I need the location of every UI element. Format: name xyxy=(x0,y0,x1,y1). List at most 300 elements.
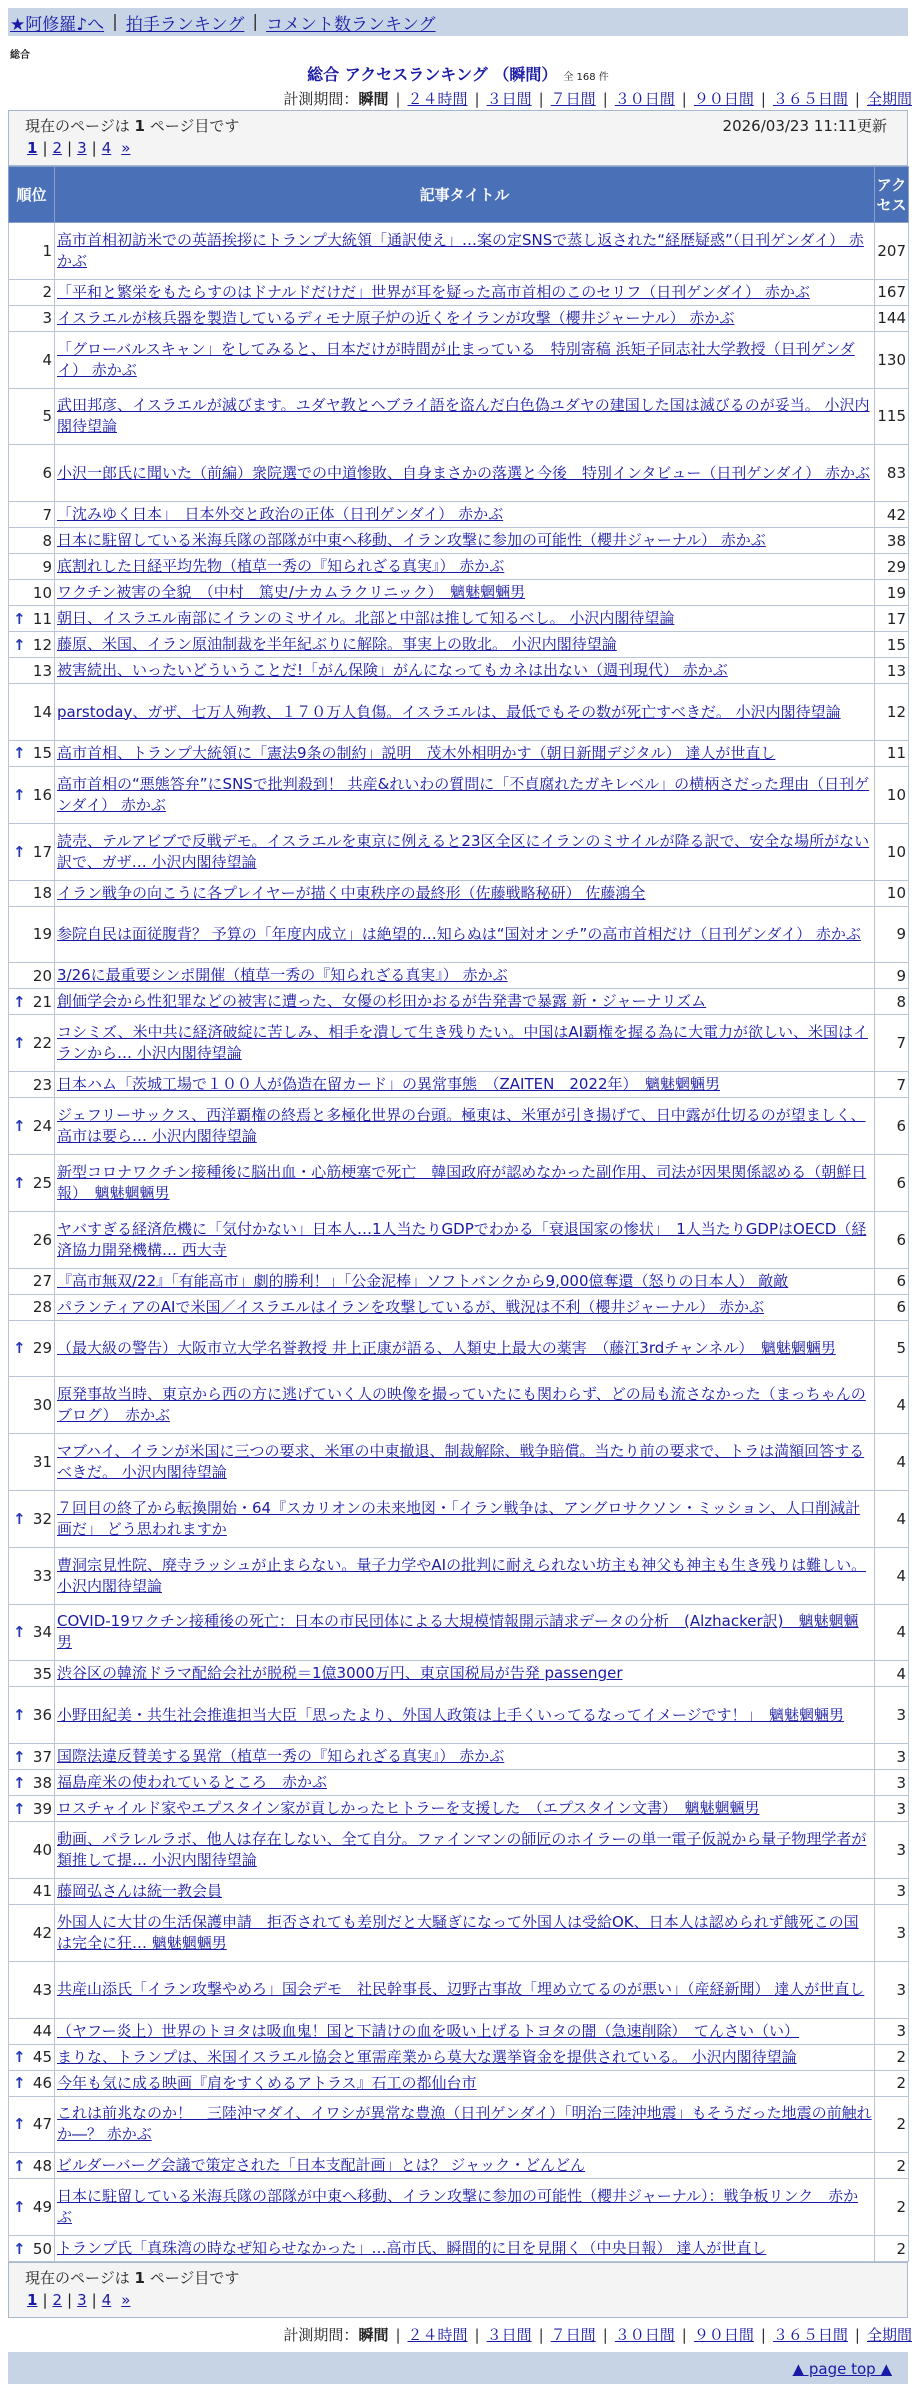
table-row xyxy=(9,1604,909,1661)
rank-number: 12 xyxy=(32,635,52,654)
title-cell xyxy=(55,740,875,766)
table-row xyxy=(9,2153,909,2179)
rank-number: 41 xyxy=(32,1882,52,1901)
rank-up-arrow-icon: ↑ xyxy=(13,2115,26,2134)
article-title-link[interactable]: 渋谷区の韓流ドラマ配給会社が脱税＝1億3000万円、東京国税局が告発 passenger xyxy=(57,1664,623,1683)
rank-cell xyxy=(9,1604,55,1661)
pager-link-2-bottom[interactable]: 2 xyxy=(52,2291,63,2309)
article-title-link[interactable]: 高市首相の“悪態答弁”にSNSで批判殺到！ 共産&れいわの質問に「不貞腐れたガキレベル」の横柄さだった理由（日刊ゲンダイ） 赤かぶ xyxy=(57,774,870,814)
table-row xyxy=(9,2096,909,2153)
table-row xyxy=(9,1744,909,1770)
rank-cell xyxy=(9,1490,55,1547)
rank-number: 24 xyxy=(32,1117,52,1136)
rank-number: 31 xyxy=(32,1453,52,1472)
rank-number: 15 xyxy=(32,744,52,763)
article-title-link[interactable]: 被害続出、いったいどういうことだ!「がん保険」がんになってもカネは出ない（週刊現代） 赤かぶ xyxy=(57,661,728,680)
period-link-30d-bottom[interactable]: ３０日間 xyxy=(614,2326,675,2344)
period-link-all[interactable]: 全期間 xyxy=(866,90,912,108)
table-row xyxy=(9,1904,909,1961)
title-cell xyxy=(55,1072,875,1098)
rank-number: 5 xyxy=(42,407,52,426)
rank-up-arrow-icon: ↑ xyxy=(13,842,26,861)
article-title-link[interactable]: 動画、パラレルラボ、他人は存在しない、全て自分。ファインマンの師匠のホイラーの単一電子仮説から量子物理学者が類推して提… 小沢内閣待望論 xyxy=(57,1830,867,1870)
title-cell xyxy=(55,1434,875,1491)
period-link-3d[interactable]: ３日間 xyxy=(486,90,532,108)
title-cell xyxy=(55,1320,875,1377)
rank-cell xyxy=(9,1687,55,1744)
rank-number: 14 xyxy=(32,703,52,722)
article-title-link[interactable]: 創価学会から性犯罪などの被害に遭った、女優の杉田かおるが告発書で暴露 新・ジャーナリズム xyxy=(57,992,707,1011)
rank-up-arrow-icon: ↑ xyxy=(13,744,26,763)
rank-up-arrow-icon: ↑ xyxy=(13,992,26,1011)
access-count: 11 xyxy=(875,740,909,766)
rank-cell xyxy=(9,1661,55,1687)
period-label: 計測期間： xyxy=(283,90,359,108)
article-title-link[interactable]: ビルダーバーグ会議で策定された「日本支配計画」とは？ ジャック・どんどん xyxy=(57,2156,586,2175)
rank-cell xyxy=(9,445,55,502)
period-selector-bottom: 計測期間： 瞬間 | ２４時間 | ３日間 | ７日間 | ３０日間 | ９０日間 | ３６５日間 | 全期間 xyxy=(283,2325,912,2344)
period-link-3d-bottom[interactable]: ３日間 xyxy=(486,2326,532,2344)
pager-link-2[interactable]: 2 xyxy=(52,139,63,157)
article-title-link[interactable]: 「沈みゆく日本」 日本外交と政治の正体（日刊ゲンダイ） 赤かぶ xyxy=(57,505,504,524)
article-title-link[interactable]: ワクチン被害の全貌 （中村 篤史/ナカムラクリニック） 魑魅魍魎男 xyxy=(57,583,526,602)
table-row xyxy=(9,2236,909,2262)
article-title-link[interactable]: 日本に駐留している米海兵隊の部隊が中東へ移動、イラン攻撃に参加の可能性（櫻井ジャーナル） 赤かぶ xyxy=(57,531,766,550)
rank-number: 22 xyxy=(32,1034,52,1053)
access-count: 9 xyxy=(875,906,909,963)
rank-cell xyxy=(9,279,55,305)
title-cell xyxy=(55,2236,875,2262)
table-row xyxy=(9,1822,909,1879)
access-count: 17 xyxy=(875,606,909,632)
rank-cell xyxy=(9,2044,55,2070)
rank-number: 20 xyxy=(32,966,52,985)
rank-number: 6 xyxy=(42,464,52,483)
pager-link-4-bottom[interactable]: 4 xyxy=(101,2291,112,2309)
table-row xyxy=(9,388,909,445)
article-title-link[interactable]: 新型コロナワクチン接種後に脳出血・心筋梗塞で死亡 韓国政府が認めなかった副作用、司法が因果関係認める（朝鮮日報） 魑魅魍魎男 xyxy=(57,1162,867,1202)
rank-cell xyxy=(9,880,55,906)
rank-number: 21 xyxy=(32,992,52,1011)
table-row xyxy=(9,1015,909,1072)
article-count: 全 168 件 xyxy=(563,72,609,83)
table-row xyxy=(9,2179,909,2236)
rank-cell xyxy=(9,2179,55,2236)
table-row xyxy=(9,223,909,280)
nav-link-comment-ranking[interactable]: コメント数ランキング xyxy=(266,14,436,35)
rank-cell xyxy=(9,1015,55,1072)
rank-cell xyxy=(9,2236,55,2262)
rank-cell xyxy=(9,554,55,580)
access-count: 2 xyxy=(875,2153,909,2179)
access-count: 3 xyxy=(875,1796,909,1822)
rank-number: 11 xyxy=(32,609,52,628)
title-cell xyxy=(55,445,875,502)
rank-cell xyxy=(9,331,55,388)
rank-cell xyxy=(9,1072,55,1098)
period-current: 瞬間 xyxy=(358,90,389,108)
period-link-7d[interactable]: ７日間 xyxy=(550,90,596,108)
access-count: 42 xyxy=(875,502,909,528)
access-count: 167 xyxy=(875,279,909,305)
pager-next-bottom[interactable]: » xyxy=(121,2291,131,2309)
table-row xyxy=(9,658,909,684)
rank-number: 33 xyxy=(32,1566,52,1585)
pager-next[interactable]: » xyxy=(121,139,131,157)
header-rank: 順位 xyxy=(9,167,55,223)
table-row xyxy=(9,528,909,554)
article-title-link[interactable]: 小野田紀美・共生社会推進担当大臣「思ったより、外国人政策は上手くいってるなってイメージです！」 魑魅魍魎男 xyxy=(57,1705,845,1724)
article-title-link[interactable]: イスラエルが核兵器を製造しているディモナ原子炉の近くをイランが攻撃（櫻井ジャーナル） 赤かぶ xyxy=(57,308,735,327)
table-row xyxy=(9,766,909,823)
table-row xyxy=(9,989,909,1015)
table-row xyxy=(9,1547,909,1604)
article-title-link[interactable]: 高市首相初訪米での英語挨拶にトランプ大統領「通訳使え」…案の定SNSで蒸し返された“経歴疑惑”（日刊ゲンダイ） 赤かぶ xyxy=(57,230,864,270)
rank-number: 9 xyxy=(42,557,52,576)
article-title-link[interactable]: 「平和と繁栄をもたらすのはドナルドだけだ」世界が耳を疑った高市首相のこのセリフ（日刊ゲンダイ） 赤かぶ xyxy=(57,282,810,301)
access-count: 10 xyxy=(875,766,909,823)
rank-number: 18 xyxy=(32,884,52,903)
header-title: 記事タイトル xyxy=(55,167,875,223)
access-count: 2 xyxy=(875,2044,909,2070)
access-count: 4 xyxy=(875,1434,909,1491)
title-cell xyxy=(55,1770,875,1796)
period-link-7d-bottom[interactable]: ７日間 xyxy=(550,2326,596,2344)
table-row xyxy=(9,554,909,580)
rank-cell xyxy=(9,1294,55,1320)
table-row xyxy=(9,1211,909,1268)
table-row xyxy=(9,1490,909,1547)
title-cell xyxy=(55,1294,875,1320)
table-row xyxy=(9,279,909,305)
rank-cell xyxy=(9,1796,55,1822)
table-row xyxy=(9,2070,909,2096)
article-title-link[interactable]: 高市首相、トランプ大統領に「憲法9条の制約」説明 茂木外相明かす（朝日新聞デジタル） 達人が世直し xyxy=(57,743,776,762)
title-cell xyxy=(55,1377,875,1434)
rank-number: 17 xyxy=(32,842,52,861)
title-cell xyxy=(55,1878,875,1904)
article-title-link[interactable]: 曹洞宗見性院、廃寺ラッシュが止まらない。量子力学やAIの批判に耐えられない坊主も神父も神主も生き残りは難しい。 小沢内閣待望論 xyxy=(57,1555,867,1595)
access-count: 2 xyxy=(875,2070,909,2096)
rank-cell xyxy=(9,823,55,880)
pager-top: 1 | 2 | 3 | 4 » xyxy=(27,139,131,157)
access-count: 2 xyxy=(875,2096,909,2153)
title-cell xyxy=(55,963,875,989)
period-link-24h-bottom[interactable]: ２４時間 xyxy=(407,2326,468,2344)
article-title-link[interactable]: トランプ氏「真珠湾の時なぜ知らせなかった」…高市氏、瞬間的に目を見開く（中央日報） 達人が世直し xyxy=(57,2239,767,2258)
ranking-table xyxy=(8,166,909,2262)
rank-cell xyxy=(9,1961,55,2018)
title-cell xyxy=(55,684,875,741)
table-row xyxy=(9,1661,909,1687)
article-title-link[interactable]: コシミズ、米中共に経済破綻に苦しみ、相手を潰して生き残りたい。中国はAI覇権を握る為に大電力が欲しい、米国はイランから… 小沢内閣待望論 xyxy=(57,1023,869,1063)
nav-link-asyura[interactable]: ★阿修羅♪へ xyxy=(10,14,105,35)
table-row xyxy=(9,2018,909,2044)
article-title-link[interactable]: 読売、テルアビブで反戦デモ。イスラエルを東京に例えると23区全区にイランのミサイルが降る訳で、安全な場所がない訳で、ガザ… 小沢内閣待望論 xyxy=(57,831,870,871)
title-cell xyxy=(55,1015,875,1072)
period-link-all-bottom[interactable]: 全期間 xyxy=(866,2326,912,2344)
rank-cell xyxy=(9,1211,55,1268)
rank-cell xyxy=(9,2153,55,2179)
rank-cell xyxy=(9,388,55,445)
period-link-24h[interactable]: ２４時間 xyxy=(407,90,468,108)
article-title-link[interactable]: 共産山添氏「イラン攻撃やめろ」国会デモ 社民幹事長、辺野古事故「埋め立てるのが悪い」（産経新聞） 達人が世直し xyxy=(57,1980,865,1999)
rank-number: 19 xyxy=(32,925,52,944)
rank-number: 7 xyxy=(42,505,52,524)
table-row xyxy=(9,1098,909,1155)
nav-link-clap-ranking[interactable]: 拍手ランキング xyxy=(125,14,245,35)
article-title-link[interactable]: ロスチャイルド家やエプスタイン家が貢しかったヒトラーを支援した （エプスタイン文書） 魑魅魍魎男 xyxy=(57,1799,760,1818)
page-title-text: 総合 アクセスランキング （瞬間） xyxy=(307,65,558,84)
title-cell xyxy=(55,1744,875,1770)
rank-up-arrow-icon: ↑ xyxy=(13,2048,26,2067)
table-row xyxy=(9,1268,909,1294)
period-link-30d[interactable]: ３０日間 xyxy=(614,90,675,108)
table-row xyxy=(9,1294,909,1320)
access-count: 6 xyxy=(875,1268,909,1294)
access-count: 4 xyxy=(875,1490,909,1547)
article-title-link[interactable]: ジェフリーサックス、西洋覇権の終焉と多極化世界の台頭。極東は、米軍が引き揚げて、日中露が仕切るのが望ましく、高市は要ら… 小沢内閣待望論 xyxy=(57,1106,866,1146)
access-count: 7 xyxy=(875,1015,909,1072)
rank-cell xyxy=(9,1744,55,1770)
article-title-link[interactable]: ７回目の終了から転換開始・64『スカリオンの未来地図・「イラン戦争は、アングロサクソン・ミッション、人口削減計画だ」 どう思われますか xyxy=(57,1498,861,1538)
rank-number: 49 xyxy=(32,2198,52,2217)
title-cell xyxy=(55,606,875,632)
table-row xyxy=(9,632,909,658)
table-row xyxy=(9,331,909,388)
access-count: 7 xyxy=(875,1072,909,1098)
rank-cell xyxy=(9,2070,55,2096)
access-count: 3 xyxy=(875,1822,909,1879)
access-count: 3 xyxy=(875,1770,909,1796)
access-count: 38 xyxy=(875,528,909,554)
access-count: 19 xyxy=(875,580,909,606)
access-count: 5 xyxy=(875,1320,909,1377)
table-row xyxy=(9,580,909,606)
rank-number: 2 xyxy=(42,283,52,302)
article-title-link[interactable]: 小沢一郎氏に聞いた（前編）衆院選での中道惨敗、自身まさかの落選と今後 特別インタビュー（日刊ゲンダイ） 赤かぶ xyxy=(57,463,870,482)
section-label: 総合 xyxy=(10,50,30,61)
access-count: 130 xyxy=(875,331,909,388)
updated-timestamp: 2026/03/23 11:11更新 xyxy=(722,117,887,135)
rank-cell xyxy=(9,2096,55,2153)
article-title-link[interactable]: 福島産米の使われているところ 赤かぶ xyxy=(57,1773,328,1792)
access-count: 144 xyxy=(875,305,909,331)
rank-cell xyxy=(9,528,55,554)
article-title-link[interactable]: COVID-19ワクチン接種後の死亡：日本の市民団体による大規模情報開示請求データの分析 (Alzhacker訳) 魑魅魍魎男 xyxy=(57,1612,859,1652)
period-link-365d[interactable]: ３６５日間 xyxy=(772,90,848,108)
access-count: 4 xyxy=(875,1661,909,1687)
title-cell xyxy=(55,331,875,388)
rank-cell xyxy=(9,502,55,528)
rank-up-arrow-icon: ↑ xyxy=(13,1773,26,1792)
title-cell xyxy=(55,1661,875,1687)
access-count: 3 xyxy=(875,1687,909,1744)
article-title-link[interactable]: まりな、トランプは、米国イスラエル協会と軍需産業から莫大な選挙資金を提供されている。 小沢内閣待望論 xyxy=(57,2047,797,2066)
access-count: 4 xyxy=(875,1604,909,1661)
article-title-link[interactable]: 外国人に大甘の生活保護申請 拒否されても差別だと大騒ぎになって外国人は受給OK、日本人は認められず餓死この国は完全に狂… 魑魅魍魎男 xyxy=(57,1912,859,1952)
title-cell xyxy=(55,1211,875,1268)
access-count: 10 xyxy=(875,880,909,906)
article-title-link[interactable]: 原発事故当時、東京から西の方に逃げていく人の映像を撮っていたにも関わらず、どの局も流さなかった（まっちゃんのブログ） 赤かぶ xyxy=(57,1385,866,1425)
rank-number: 40 xyxy=(32,1841,52,1860)
rank-number: 26 xyxy=(32,1230,52,1249)
article-title-link[interactable]: マブハイ、イランが米国に三つの要求、米軍の中東撤退、制裁解除、戦争賠償。当たり前の要求で、トラは満額回答するべきだ。 小沢内閣待望論 xyxy=(57,1442,865,1482)
rank-up-arrow-icon: ↑ xyxy=(13,1706,26,1725)
article-title-link[interactable]: parstoday、ガザ、七万人殉教、１７０万人負傷。イスラエルは、最低でもその数が死亡すべきだ。 小沢内閣待望論 xyxy=(57,702,841,721)
article-title-link[interactable]: 「グローバルスキャン」をしてみると、日本だけが時間が止まっている 特別寄稿 浜矩子同志社大学教授（日刊ゲンダイ） 赤かぶ xyxy=(57,339,855,379)
pager-link-4[interactable]: 4 xyxy=(101,139,112,157)
rank-number: 28 xyxy=(32,1298,52,1317)
article-title-link[interactable]: 日本に駐留している米海兵隊の部隊が中東へ移動、イラン攻撃に参加の可能性（櫻井ジャーナル）：戦争板リンク 赤かぶ xyxy=(57,2187,859,2227)
pager-link-3[interactable]: 3 xyxy=(77,139,87,157)
rank-cell xyxy=(9,1098,55,1155)
article-title-link[interactable]: 国際法違反賛美する異常（植草一秀の『知られざる真実』） 赤かぶ xyxy=(57,1747,505,1766)
period-link-90d[interactable]: ９０日間 xyxy=(693,90,754,108)
table-row xyxy=(9,1770,909,1796)
rank-cell xyxy=(9,1377,55,1434)
article-title-link[interactable]: 底割れした日経平均先物（植草一秀の『知られざる真実』） 赤かぶ xyxy=(57,557,505,576)
rank-number: 50 xyxy=(32,2239,52,2258)
article-title-link[interactable]: パランティアのAIで米国／イスラエルはイランを攻撃しているが、戦況は不利（櫻井ジャーナル） 赤かぶ xyxy=(57,1297,765,1316)
page-top-link[interactable]: ▲ page top ▲ xyxy=(792,2360,892,2378)
title-cell xyxy=(55,1796,875,1822)
access-count: 6 xyxy=(875,1154,909,1211)
rank-number: 32 xyxy=(32,1509,52,1528)
pager-current-bottom[interactable]: 1 xyxy=(27,2291,38,2309)
article-title-link[interactable]: 朝日、イスラエル南部にイランのミサイル。北部と中部は推して知るべし。 小沢内閣待望論 xyxy=(57,609,675,628)
period-selector-top: 計測期間： 瞬間 | ２４時間 | ３日間 | ７日間 | ３０日間 | ９０日間 | ３６５日間 | 全期間 xyxy=(283,89,912,108)
pager-current[interactable]: 1 xyxy=(27,139,38,157)
title-cell xyxy=(55,279,875,305)
title-cell xyxy=(55,388,875,445)
table-row xyxy=(9,880,909,906)
rank-up-arrow-icon: ↑ xyxy=(13,1623,26,1642)
title-cell xyxy=(55,1154,875,1211)
rank-number: 10 xyxy=(32,583,52,602)
article-title-link[interactable]: 参院自民は面従腹背？ 予算の「年度内成立」は絶望的…知らぬは“国対オンチ”の高市首相だけ（日刊ゲンダイ） 赤かぶ xyxy=(57,924,861,943)
rank-number: 29 xyxy=(32,1339,52,1358)
title-cell xyxy=(55,632,875,658)
pager-link-3-bottom[interactable]: 3 xyxy=(77,2291,87,2309)
article-title-link[interactable]: 3/26に最重要シンポ開催（植草一秀の『知られざる真実』） 赤かぶ xyxy=(57,966,508,985)
rank-cell xyxy=(9,580,55,606)
article-title-link[interactable]: 藤岡弘さんは統一教会員 xyxy=(57,1881,223,1900)
rank-up-arrow-icon: ↑ xyxy=(13,1799,26,1818)
rank-cell xyxy=(9,305,55,331)
rank-up-arrow-icon: ↑ xyxy=(13,1173,26,1192)
rank-cell xyxy=(9,2018,55,2044)
title-cell xyxy=(55,1547,875,1604)
rank-cell xyxy=(9,1822,55,1879)
table-row xyxy=(9,906,909,963)
table-row xyxy=(9,963,909,989)
rank-cell xyxy=(9,989,55,1015)
table-row xyxy=(9,606,909,632)
access-count: 4 xyxy=(875,1377,909,1434)
title-cell xyxy=(55,554,875,580)
rank-up-arrow-icon: ↑ xyxy=(13,2198,26,2217)
rank-up-arrow-icon: ↑ xyxy=(13,1747,26,1766)
period-link-90d-bottom[interactable]: ９０日間 xyxy=(693,2326,754,2344)
article-title-link[interactable]: （最大級の警告）大阪市立大学名誉教授 井上正康が語る、人類史上最大の薬害 （藤江3rdチャンネル） 魑魅魍魎男 xyxy=(57,1338,836,1357)
table-row xyxy=(9,1961,909,2018)
header-access: アクセス xyxy=(875,167,909,223)
table-row xyxy=(9,445,909,502)
rank-number: 39 xyxy=(32,1799,52,1818)
rank-up-arrow-icon: ↑ xyxy=(13,1034,26,1053)
article-title-link[interactable]: 『高市無双/22』「有能高市」劇的勝利！」「公金泥棒」ソフトバンクから9,000億奪還（怒りの日本人） 敵敵 xyxy=(57,1271,789,1290)
access-count: 3 xyxy=(875,1961,909,2018)
rank-cell xyxy=(9,632,55,658)
title-cell xyxy=(55,1961,875,2018)
pager-bottom: 1 | 2 | 3 | 4 » xyxy=(27,2291,131,2309)
article-title-link[interactable]: 藤原、米国、イラン原油制裁を半年紀ぶりに解除。事実上の敗北。 小沢内閣待望論 xyxy=(57,635,617,654)
article-title-link[interactable]: これは前兆なのか！ 三陸沖マダイ、イワシが異常な豊漁（日刊ゲンダイ）「明治三陸沖地震」もそうだった地震の前触れか―？ 赤かぶ xyxy=(57,2104,872,2144)
table-row xyxy=(9,823,909,880)
footer-bar xyxy=(8,2352,908,2384)
title-cell xyxy=(55,2018,875,2044)
title-cell xyxy=(55,1490,875,1547)
table-row xyxy=(9,684,909,741)
rank-cell xyxy=(9,906,55,963)
rank-cell xyxy=(9,223,55,280)
title-cell xyxy=(55,1604,875,1661)
table-row xyxy=(9,2044,909,2070)
rank-number: 3 xyxy=(42,309,52,328)
rank-up-arrow-icon: ↑ xyxy=(13,635,26,654)
access-count: 29 xyxy=(875,554,909,580)
rank-number: 30 xyxy=(32,1396,52,1415)
rank-up-arrow-icon: ↑ xyxy=(13,2074,26,2093)
access-count: 10 xyxy=(875,823,909,880)
article-title-link[interactable]: ヤバすぎる経済危機に「気付かない」日本人…1人当たりGDPでわかる「衰退国家の惨状」 1人当たりGDPはOECD（経済協力開発機構… 西大寺 xyxy=(57,1219,867,1259)
rank-cell xyxy=(9,658,55,684)
title-cell xyxy=(55,1098,875,1155)
rank-number: 45 xyxy=(32,2048,52,2067)
rank-cell xyxy=(9,1904,55,1961)
rank-up-arrow-icon: ↑ xyxy=(13,609,26,628)
rank-number: 42 xyxy=(32,1923,52,1942)
rank-number: 46 xyxy=(32,2074,52,2093)
article-title-link[interactable]: 武田邦彦、イスラエルが滅びます。ユダヤ教とヘブライ語を盗んだ白色偽ユダヤの建国した国は滅びるのが妥当。 小沢内閣待望論 xyxy=(57,396,870,436)
access-count: 3 xyxy=(875,2018,909,2044)
table-row xyxy=(9,305,909,331)
period-link-365d-bottom[interactable]: ３６５日間 xyxy=(772,2326,848,2344)
title-cell xyxy=(55,880,875,906)
rank-cell xyxy=(9,1320,55,1377)
article-title-link[interactable]: 日本ハム「茨城工場で１００人が偽造在留カード」の異常事態 （ZAITEN 2022年） 魑魅魍魎男 xyxy=(57,1075,720,1094)
table-row xyxy=(9,1377,909,1434)
title-cell xyxy=(55,1904,875,1961)
article-title-link[interactable]: 今年も気に成る映画『肩をすくめるアトラス』石工の都仙台市 xyxy=(57,2073,477,2092)
access-count: 6 xyxy=(875,1098,909,1155)
table-row xyxy=(9,502,909,528)
title-cell xyxy=(55,223,875,280)
article-title-link[interactable]: イラン戦争の向こうに各プレイヤーが描く中東秩序の最終形（佐藤戦略秘研） 佐藤鴻全 xyxy=(57,883,646,902)
top-nav-bar: ★阿修羅♪へ | 拍手ランキング | コメント数ランキング xyxy=(8,8,908,36)
rank-cell xyxy=(9,684,55,741)
table-row xyxy=(9,1687,909,1744)
article-title-link[interactable]: （ヤフー炎上）世界のトヨタは吸血鬼！国と下請けの血を吸い上げるトヨタの闇（急速削除） てんさい（い） xyxy=(57,2021,800,2040)
rank-number: 47 xyxy=(32,2115,52,2134)
rank-cell xyxy=(9,1547,55,1604)
rank-cell xyxy=(9,1770,55,1796)
title-cell xyxy=(55,2179,875,2236)
rank-number: 8 xyxy=(42,531,52,550)
table-row xyxy=(9,1796,909,1822)
rank-cell xyxy=(9,1268,55,1294)
